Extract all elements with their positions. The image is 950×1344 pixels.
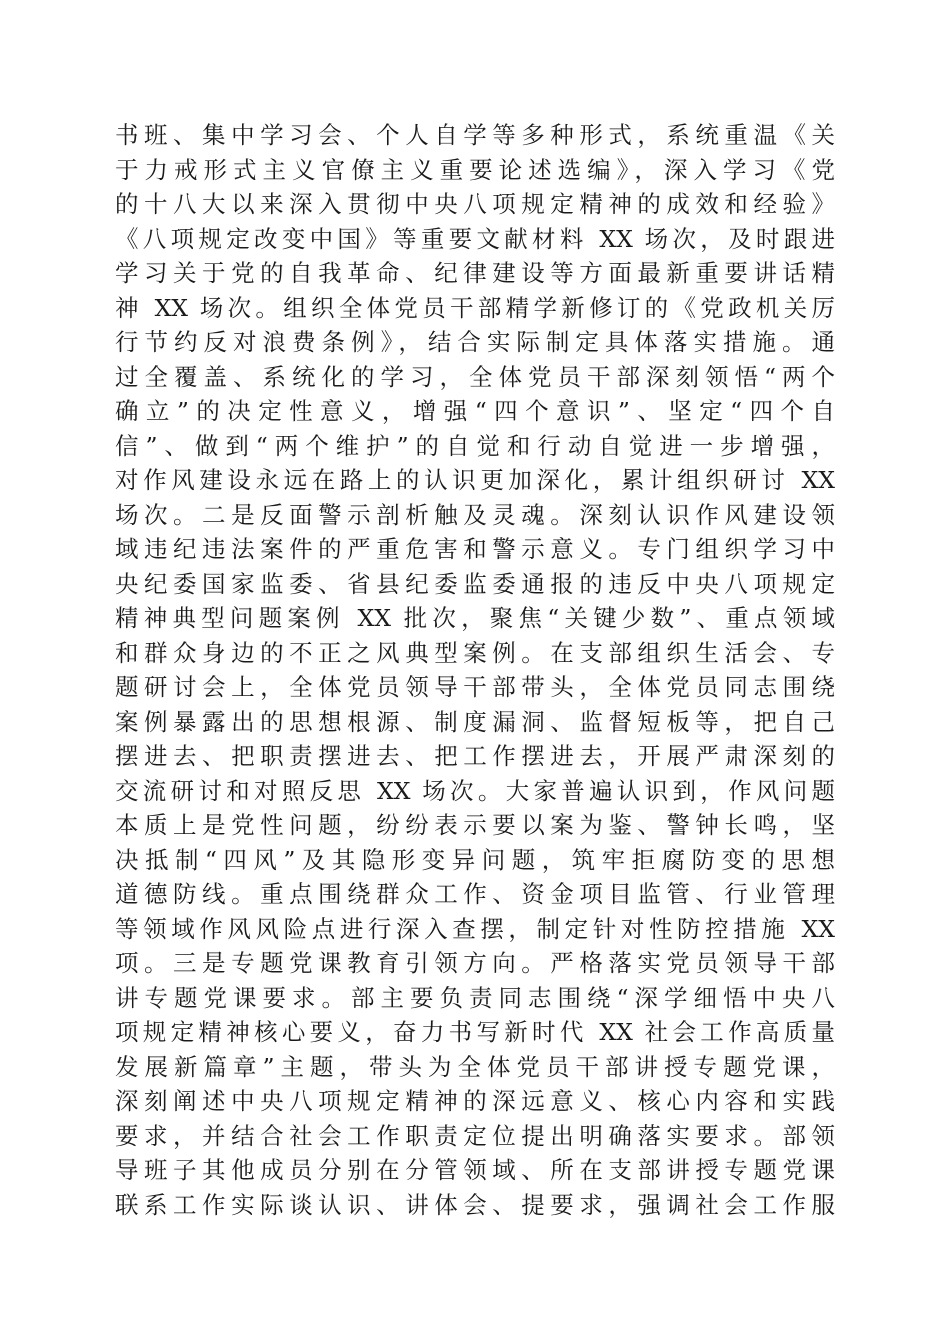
text-line: 决抵制“四风”及其隐形变异问题，筑牢拒腐防变的思想 [115, 845, 835, 874]
text-line: 和群众身边的不正之风典型案例。在支部组织生活会、专 [115, 638, 835, 667]
text-line: 本质上是党性问题，纷纷表示要以案为鉴、警钟长鸣，坚 [115, 811, 835, 839]
text-line: 讲专题党课要求。部主要负责同志围绕“深学细悟中央八 [115, 983, 835, 1012]
text-line: 过全覆盖、系统化的学习，全体党员干部深刻领悟“两个 [115, 362, 835, 391]
text-line: 的十八大以来深入贯彻中央八项规定精神的成效和经验》 [115, 190, 835, 218]
text-line: 摆进去、把职责摆进去、把工作摆进去，开展严肃深刻的 [115, 742, 835, 770]
text-line: 于力戒形式主义官僚主义重要论述选编》，深入学习《党 [115, 155, 835, 184]
text-line: 《八项规定改变中国》等重要文献材料 XX 场次，及时跟进 [115, 224, 835, 253]
text-line: 央纪委国家监委、省县纪委监委通报的违反中央八项规定 [115, 569, 835, 598]
text-line: 场次。二是反面警示剖析触及灵魂。深刻认识作风建设领 [115, 500, 835, 529]
body-paragraph [115, 118, 835, 1222]
text-line: 题研讨会上，全体党员领导干部带头，全体党员同志围绕 [115, 673, 835, 701]
text-line: 等领域作风风险点进行深入查摆，制定针对性防控措施 XX [115, 914, 835, 943]
text-line: 案例暴露出的思想根源、制度漏洞、监督短板等，把自己 [115, 707, 835, 736]
text-line: 项。三是专题党课教育引领方向。严格落实党员领导干部 [115, 949, 835, 977]
text-line: 书班、集中学习会、个人自学等多种形式，系统重温《关 [115, 121, 835, 149]
text-line: 行节约反对浪费条例》，结合实际制定具体落实措施。通 [115, 328, 835, 356]
text-line: 导班子其他成员分别在分管领域、所在支部讲授专题党课 [115, 1156, 835, 1184]
text-line: 联系工作实际谈认识、讲体会、提要求，强调社会工作服 [115, 1190, 835, 1219]
text-line: 交流研讨和对照反思 XX 场次。大家普遍认识到，作风问题 [115, 776, 835, 805]
text-line: 要求，并结合社会工作职责定位提出明确落实要求。部领 [115, 1121, 835, 1150]
text-line: 学习关于党的自我革命、纪律建设等方面最新重要讲话精 [115, 259, 835, 287]
text-line: 深刻阐述中央八项规定精神的深远意义、核心内容和实践 [115, 1087, 835, 1115]
text-line: 项规定精神核心要义，奋力书写新时代 XX 社会工作高质量 [115, 1018, 835, 1046]
text-line: 确立”的决定性意义，增强“四个意识”、坚定“四个自 [115, 397, 835, 425]
text-line: 域违纪违法案件的严重危害和警示意义。专门组织学习中 [115, 535, 835, 563]
text-line: 发展新篇章”主题，带头为全体党员干部讲授专题党课， [115, 1052, 835, 1081]
text-line: 神 XX 场次。组织全体党员干部精学新修订的《党政机关厉 [115, 293, 835, 322]
text-line: 精神典型问题案例 XX 批次，聚焦“关键少数”、重点领域 [115, 604, 835, 632]
text-line: 道德防线。重点围绕群众工作、资金项目监管、行业管理 [115, 880, 835, 908]
text-line: 对作风建设永远在路上的认识更加深化，累计组织研讨 XX [115, 466, 835, 494]
text-line: 信”、做到“两个维护”的自觉和行动自觉进一步增强， [115, 431, 835, 460]
